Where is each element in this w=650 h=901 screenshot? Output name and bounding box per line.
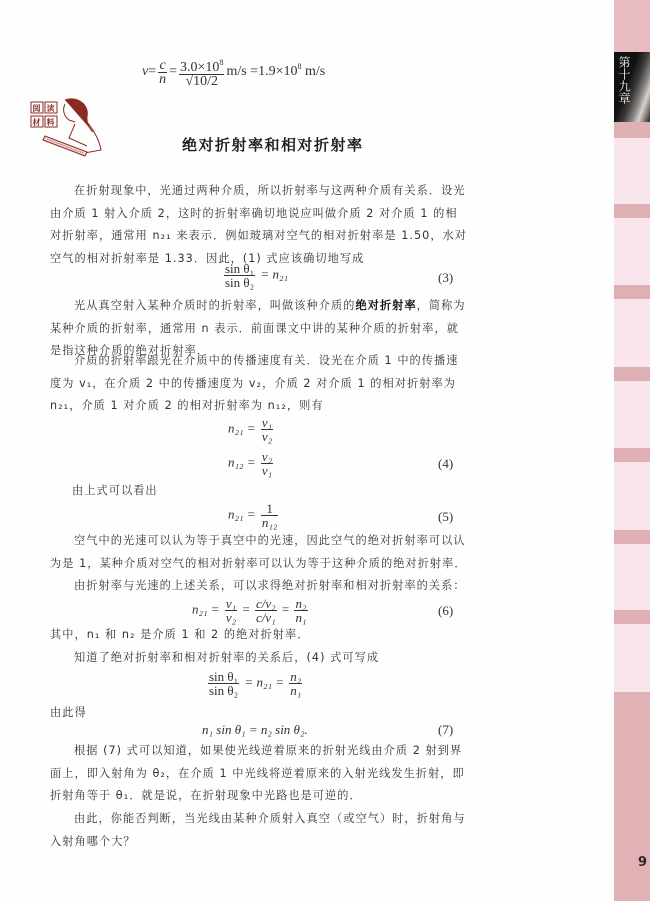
- eq6-fraction-3: [294, 597, 307, 624]
- eqmid-fraction-2: [289, 670, 302, 697]
- equation-3: [222, 262, 288, 289]
- paragraph-5: 空气中的光速可以认为等于真空中的光速，因此空气的绝对折射率可以认为是 1，某种介质对空气的相对折射率可以认为等于这种介质的绝对折射率．: [50, 534, 467, 570]
- eqmid-fraction-1: [208, 670, 239, 697]
- eq-result: =1.9×10: [250, 64, 298, 80]
- eq6-equals-2: =: [281, 601, 290, 617]
- page-number: 9: [638, 855, 648, 870]
- eq6-den3: n₁: [295, 610, 307, 625]
- equation-6-label: (6): [438, 603, 454, 618]
- eq6-num3: n₂: [295, 596, 307, 611]
- eq6-fraction-1: [225, 597, 237, 624]
- eq6-fraction-2: [255, 597, 277, 624]
- eq5-lhs: n₂₁ =: [228, 506, 256, 522]
- eq6-den2: c/v₁: [255, 610, 276, 625]
- chapter-label: 第十九章: [617, 56, 631, 104]
- eq3-rhs: = n₂₁: [260, 266, 288, 282]
- p2-before: 光从真空射入某种介质时的折射率，叫做该种介质的: [74, 299, 356, 312]
- eq3-num: sin θ₁: [225, 261, 255, 276]
- eq4a-lhs: n₂₁ =: [228, 420, 256, 436]
- value-fraction: [179, 56, 224, 88]
- paragraph-3: 介质的折射率跟光在介质中的传播速度有关．设光在介质 1 中的传播速度为 v₁，在介质 2 中的传播速度为 v₂，介质 2 对介质 1 的相对折射率为 n₂₁，介质 1 对介质 2 的相对折射率为 n₁₂，则有: [50, 354, 459, 413]
- eq5-fraction: [261, 502, 279, 529]
- equation-snell-ratio: [206, 670, 304, 697]
- eq4b-den: v₁: [261, 463, 273, 478]
- equation-3-label: (3): [438, 270, 454, 285]
- eqmid-den1: sin θ₂: [209, 683, 239, 698]
- velocity-equation: v= $\frac{c}{n}$ = $\frac{3.0\times 10^8}{√10/2}$ $m/s =1.9\times 10^8$ m/s: [142, 57, 326, 89]
- section-title: 绝对折射率和相对折射率: [182, 136, 364, 154]
- equation-4a: [228, 416, 275, 443]
- eq4b-lhs: n₁₂ =: [228, 454, 256, 470]
- equation-5: [228, 502, 280, 529]
- eq3-fraction: [224, 262, 255, 289]
- badge-char-1: 阅: [32, 104, 41, 113]
- eq5-num: 1: [261, 502, 279, 516]
- strip-top-band: [614, 0, 650, 52]
- p2-after: ，简称为某种介质的折射率，通常用 n 表示．前面课文中讲的某种介质的折射率，就是指这种介质的绝对折射率．: [50, 299, 466, 358]
- strip-band: [614, 122, 650, 138]
- equation-4-label: (4): [438, 456, 454, 471]
- eq3-den: sin θ₂: [225, 275, 255, 290]
- eq6-num1: v₁: [225, 596, 237, 611]
- strip-stripe: [614, 448, 650, 462]
- eq-unit2: m/s: [304, 64, 326, 80]
- chapter-thumbnail-image: [614, 52, 650, 122]
- eq4b-num: v₂: [261, 449, 273, 464]
- strip-stripe: [614, 285, 650, 299]
- strip-stripe: [614, 610, 650, 624]
- girl-reading-icon: [29, 98, 111, 160]
- eq7-text: n₁ sin θ₁ = n₂ sin θ₂.: [202, 722, 308, 737]
- eq-res-exp: 8: [297, 62, 302, 72]
- equation-6: [192, 597, 310, 624]
- eq-numerator: 3.0×10: [180, 60, 220, 75]
- badge-char-2: 读: [46, 104, 55, 113]
- paragraph-4: 由上式可以看出: [72, 484, 158, 497]
- eq6-equals-1: =: [242, 601, 250, 617]
- paragraph-10: 根据 (7) 式可以知道，如果使光线逆着原来的折射光线由介质 2 射到界面上，即入射角为 θ₂，在介质 1 中光线将逆着原来的入射光线发生折射，即折射角等于 θ₁．就是说，在折射现象中光路也是可逆的．: [50, 744, 465, 803]
- paragraph-9: 由此得: [50, 706, 87, 719]
- eqmid-num1: sin θ₁: [209, 669, 239, 684]
- paragraph-1: 在折射现象中，光通过两种介质，所以折射率与这两种介质有关系．设光由介质 1 射入介质 2，这时的折射率确切地说应叫做介质 2 对介质 1 的相对折射率，通常用 n₂₁ 来表示．例如玻璃对空气的相对折射率是 1.50，水对空气的相对折射率是 1.33．因此，(1) 式应该确切地写成: [50, 184, 468, 265]
- eqmid-num2: n₂: [290, 669, 302, 684]
- paragraph-8: 知道了绝对折射率和相对折射率的关系后，(4) 式可写成: [74, 651, 380, 664]
- eq6-lhs: n₂₁ =: [192, 601, 220, 617]
- eq6-num2: c/v₂: [255, 596, 276, 611]
- strip-stripe: [614, 204, 650, 218]
- eq-n: n: [159, 71, 167, 87]
- eq4a-fraction: [261, 416, 273, 443]
- eq6-den1: v₂: [225, 610, 237, 625]
- badge-char-4: 料: [46, 118, 55, 127]
- paragraph-11: 由此，你能否判断，当光线由某种介质射入真空（或空气）时，折射角与入射角哪个大？: [50, 812, 466, 848]
- eq-c: c: [159, 57, 166, 73]
- eq-denominator: √10/2: [185, 74, 219, 89]
- eq-v: v: [142, 64, 149, 80]
- absolute-refractive-index-term: 绝对折射率: [355, 299, 417, 312]
- paragraph-7: 其中，n₁ 和 n₂ 是介质 1 和 2 的绝对折射率．: [50, 628, 310, 641]
- paragraph-6: 由折射率与光速的上述关系，可以求得绝对折射率和相对折射率的关系：: [74, 579, 466, 592]
- chapter-side-tab: [614, 0, 650, 901]
- eqmid-den2: n₁: [290, 683, 302, 698]
- strip-stripe: [614, 367, 650, 381]
- eq4a-den: v₂: [261, 429, 273, 444]
- eqmid-middle: = n₂₁ =: [244, 674, 285, 690]
- eq-num-exp: 8: [219, 58, 224, 67]
- equation-4b: [228, 450, 275, 477]
- eq5-den: n₁₂: [261, 515, 278, 530]
- c-over-n: [158, 59, 167, 86]
- strip-stripe: [614, 530, 650, 544]
- eq-unit1: m/s: [226, 64, 247, 80]
- equation-7: [202, 722, 308, 738]
- eq4a-num: v₁: [261, 415, 273, 430]
- equation-7-label: (7): [438, 722, 454, 737]
- equation-5-label: (5): [438, 509, 454, 524]
- badge-char-3: 材: [32, 118, 41, 127]
- eq4b-fraction: [261, 450, 273, 477]
